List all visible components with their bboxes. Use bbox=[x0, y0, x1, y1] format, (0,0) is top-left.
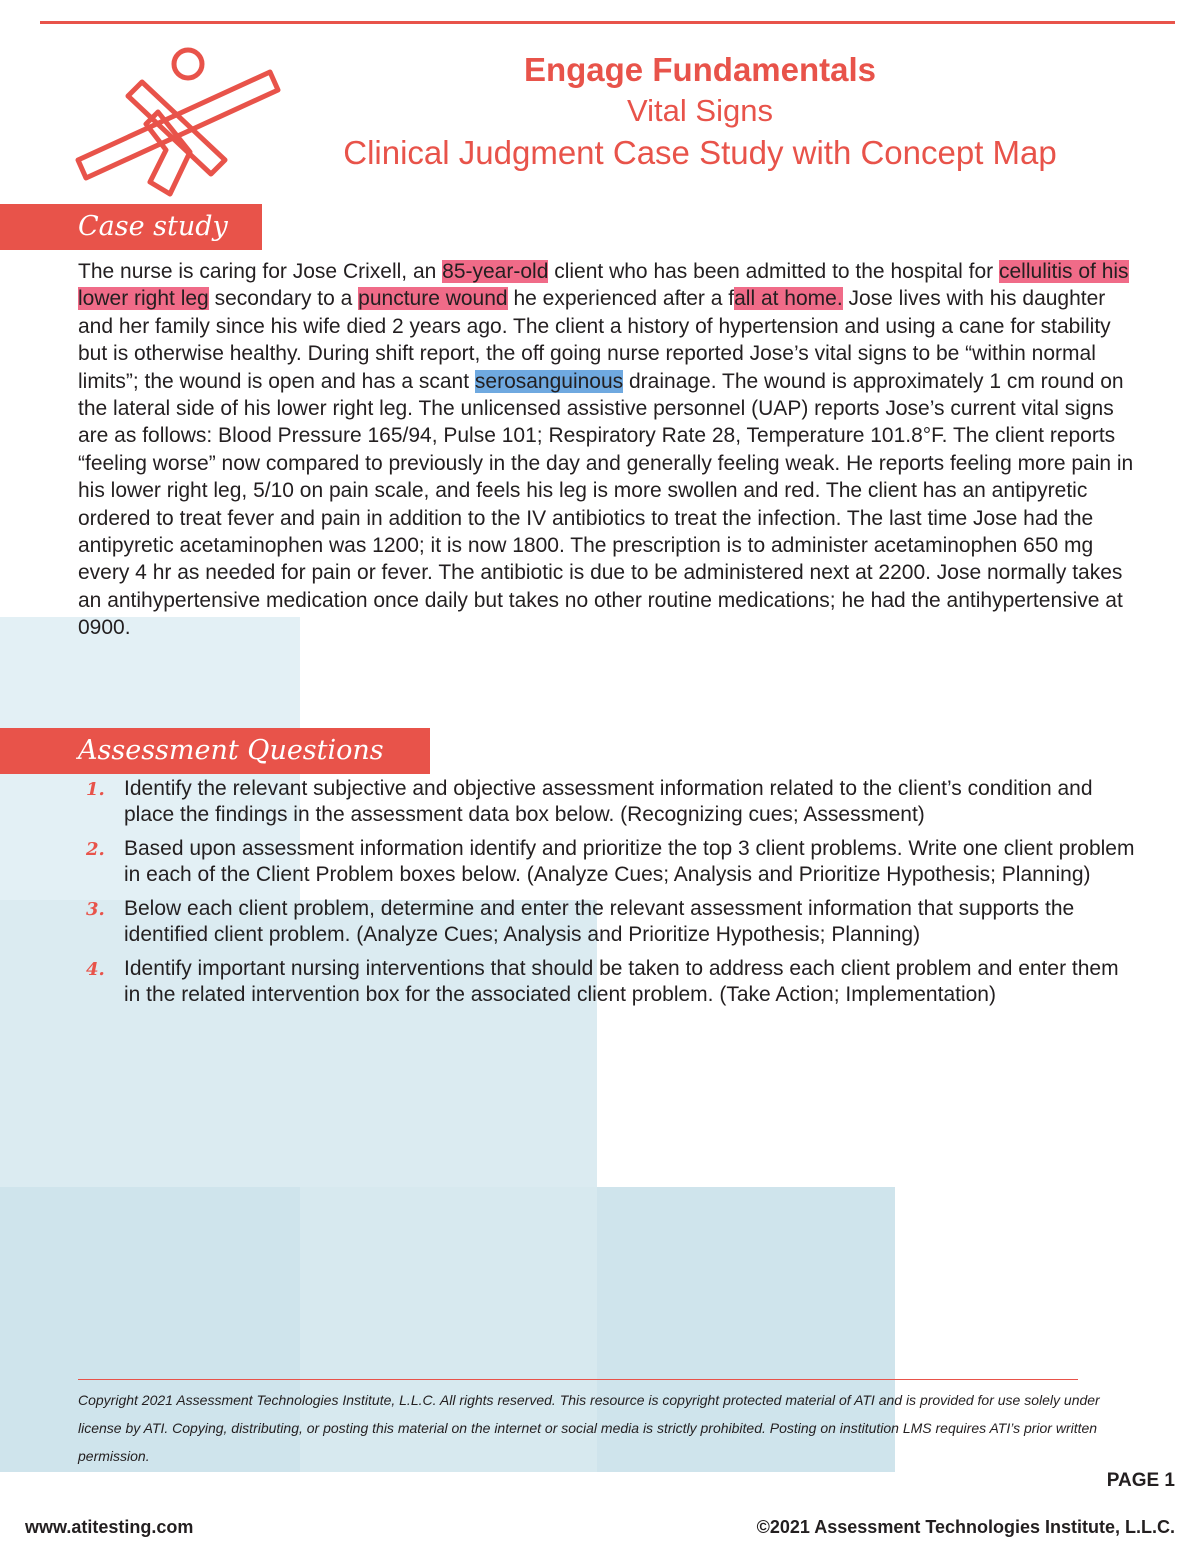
case-text-segment: he experienced after a f bbox=[507, 287, 735, 311]
case-study-text bbox=[78, 258, 1138, 642]
case-text-segment: client who has been admitted to the hospital for bbox=[548, 260, 999, 283]
question-text: Identify the relevant subjective and objective assessment information related to the client’s condition and place the findings in the assessment data box below. (Recognizing cues; Assessment) bbox=[124, 777, 1093, 826]
case-text-segment: Jose lives with his daughter and her family since his wife died 2 years ago. The client a history of hypertension and using a cane for stability but is otherwise healthy. During shift report, the off going nurse reported Jose’s vital signs to be “within normal limits”; the wound is open and has a scant bbox=[78, 287, 1111, 393]
assessment-questions-list bbox=[78, 776, 1138, 1016]
case-text-segment: drainage. The wound is approximately 1 cm round on the lateral side of his lower right leg. The unlicensed assistive personnel (UAP) reports Jose’s current vital signs are as follows: Blood Pressure 165/94, Pulse 101; Respiratory Rate 28, Temperature 101.8°F. The client reports “feeling worse” now compared to previously in the day and generally feeling weak. He reports feeling more pain in his lower right leg, 5/10 on pain scale, and feels his leg is more swollen and red. The client has an antipyretic ordered to treat fever and pain in addition to the IV antibiotics to treat the infection. The last time Jose had the antipyretic acetaminophen was 1200; it is now 1800. The prescription is to administer acetaminophen 650 mg every 4 hr as needed for pain or fever. The antibiotic is due to be administered next at 2200. Jose normally takes an antihypertensive medication once daily but takes no other routine medications; he had the antihypertensive at 0900. bbox=[78, 369, 1134, 640]
question-item bbox=[78, 956, 1138, 1007]
case-text-segment: secondary to a bbox=[208, 287, 359, 311]
assessment-questions-heading: Assessment Questions bbox=[0, 728, 430, 774]
question-number: 2. bbox=[86, 839, 105, 860]
question-number: 4. bbox=[86, 959, 105, 980]
footer-copyright: ©2021 Assessment Technologies Institute, L.L.C. bbox=[756, 1517, 1175, 1537]
question-item bbox=[78, 896, 1138, 947]
question-number: 3. bbox=[86, 899, 105, 920]
document-subtitle: Vital Signs bbox=[627, 93, 773, 128]
copyright-notice: Copyright 2021 Assessment Technologies Institute, L.L.C. All rights reserved. This resource is copyright protected material of ATI and is provided for use solely under license by ATI. Copying, distributing, or posting this material on the internet or social media is strictly prohibited. Posting on institution LMS requires ATI’s prior written permission. bbox=[78, 1392, 1100, 1464]
question-number: 1. bbox=[86, 779, 105, 800]
document-subtitle-2: Clinical Judgment Case Study with Concept Map bbox=[343, 134, 1057, 171]
page-number: PAGE 1 bbox=[1106, 1470, 1175, 1491]
case-text-segment: The nurse is caring for Jose Crixell, an bbox=[78, 260, 443, 283]
highlight-drainage: serosanguinous bbox=[474, 369, 624, 393]
case-study-heading: Case study bbox=[0, 204, 262, 250]
document-header bbox=[280, 50, 1120, 174]
highlight-wound: puncture wound bbox=[358, 287, 508, 311]
question-item bbox=[78, 836, 1138, 887]
question-text: Identify important nursing interventions that should be taken to address each client problem and enter them in the related intervention box for the associated client problem. (Take Action; Implementation) bbox=[124, 957, 1119, 1006]
ati-figure-logo-icon bbox=[70, 42, 285, 202]
highlight-age: 85-year-old bbox=[442, 260, 549, 283]
header-rule bbox=[40, 21, 1175, 24]
footer-rule bbox=[78, 1379, 1078, 1380]
question-text: Based upon assessment information identify and prioritize the top 3 client problems. Write one client problem in each of the Client Problem boxes below. (Analyze Cues; Analysis and Prioritize Hypothesis; Planning) bbox=[124, 837, 1135, 886]
website-link[interactable]: www.atitesting.com bbox=[25, 1517, 194, 1537]
question-item bbox=[78, 776, 1138, 827]
document-title: Engage Fundamentals bbox=[523, 51, 877, 88]
highlight-diagnosis: cellulitis of his lower right leg bbox=[78, 260, 1129, 311]
question-text: Below each client problem, determine and enter the relevant assessment information that supports the identified client problem. (Analyze Cues; Analysis and Prioritize Hypothesis; Planning) bbox=[124, 897, 1075, 946]
highlight-fall: all at home. bbox=[734, 287, 843, 311]
